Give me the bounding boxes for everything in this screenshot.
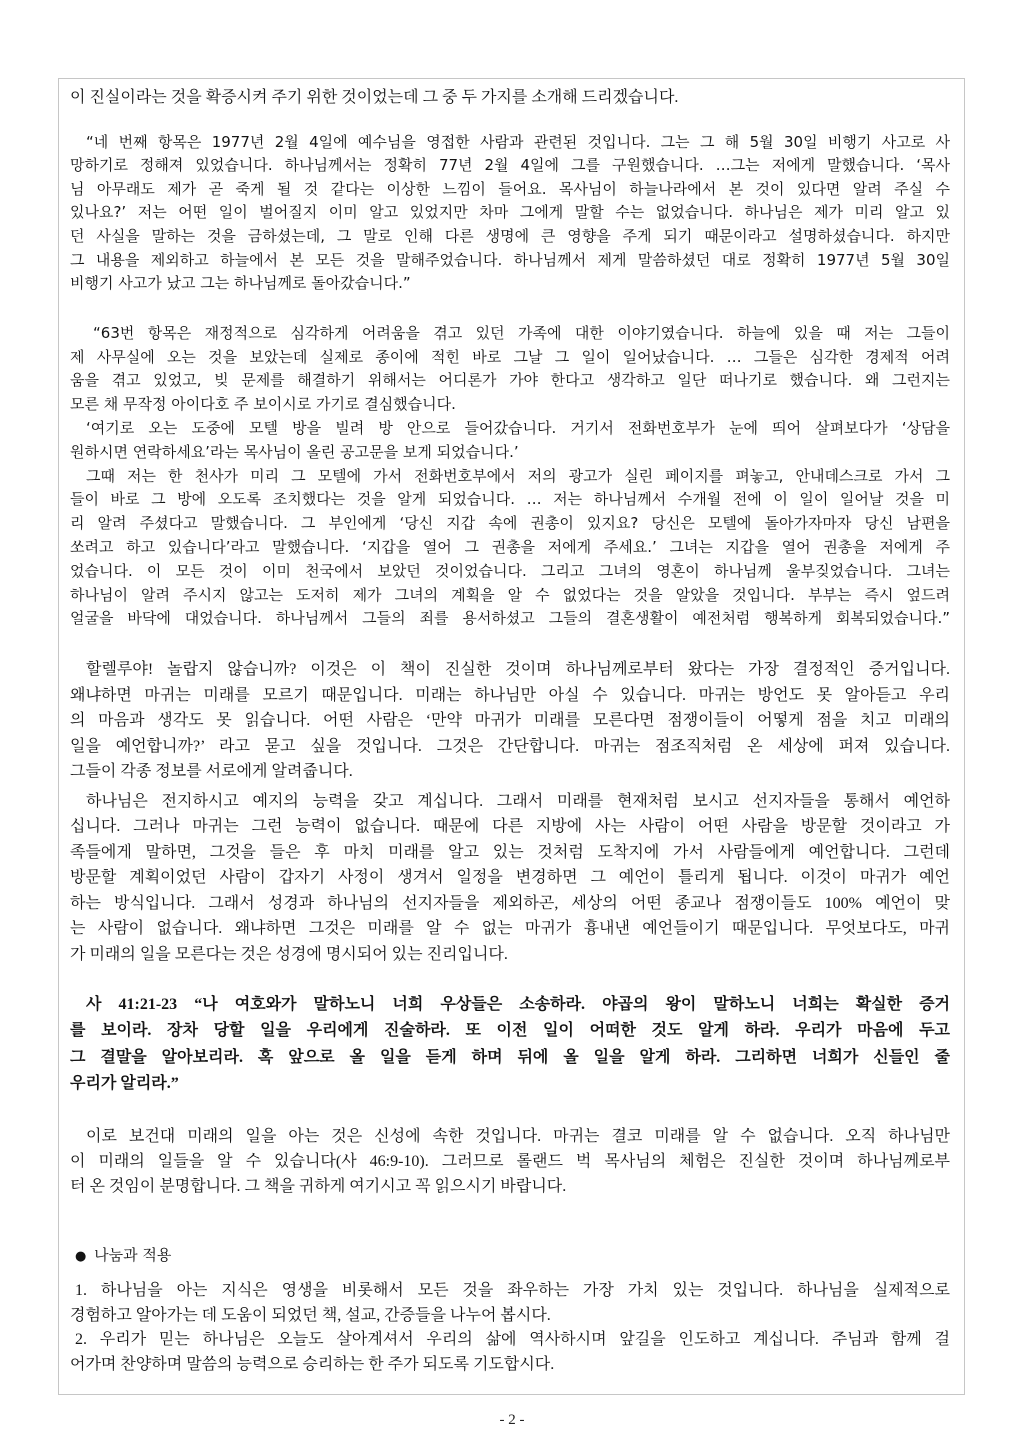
text-line: 터 온 것임이 분명합니다. 그 책을 귀하게 여기시고 꼭 읽으시기 바랍니다.	[70, 1178, 567, 1196]
text-line: 그 내용을 제외하고 하늘에서 본 모든 것을 말해주었습니다. 하나님께서 제게 말씀하셨던 대로 정확히 1977년 5월 30일	[70, 250, 950, 269]
testimony-item-63	[70, 322, 950, 631]
sharing-items	[70, 1279, 950, 1377]
content-frame	[58, 78, 965, 1395]
item-number: 2.	[75, 1331, 87, 1349]
intro-paragraph	[70, 86, 950, 110]
scripture-quote	[70, 992, 950, 1097]
text-line: 어가며 찬양하며 말씀의 능력으로 승리하는 한 주가 되도록 기도합시다.	[70, 1356, 555, 1374]
text-line: 그 결말을 알아보리라. 혹 앞으로 올 일을 듣게 하며 뒤에 올 일을 알게 하라. 그리하면 너희가 신들인 줄	[70, 1048, 950, 1066]
text-line: 가 미래의 일을 모른다는 것은 성경에 명시되어 있는 진리입니다.	[70, 945, 508, 963]
text-line: 이로 보건대 미래의 일을 아는 것은 신성에 속한 것입니다. 마귀는 결코 미래를 알 수 없습니다. 오직 하나님만	[86, 1128, 950, 1146]
text-line	[70, 1279, 950, 1304]
scripture-text: “나 여호와가 말하노니 너희 우상들은 소송하라. 야곱의 왕이 말하노니 너희는 확실한 증거	[194, 996, 951, 1014]
conclusion-paragraph	[70, 1124, 950, 1199]
text-line: 쏘려고 하고 있습니다’라고 말했습니다. ‘지갑을 열어 그 권총을 저에게 주세요.’ 그녀는 지갑을 열어 권총을 저에게 주	[70, 537, 950, 556]
bullet-icon: ●	[75, 1249, 87, 1265]
text-line: ‘여기로 오는 도중에 모텔 방을 빌려 방 안으로 들어갔습니다. 거기서 전화번호부가 눈에 띄어 살펴보다가 ‘상담을	[86, 418, 950, 437]
text-line: 경험하고 알아가는 데 도움이 되었던 책, 설교, 간증들을 나누어 봅시다.	[70, 1306, 551, 1324]
testimony-item-4	[70, 131, 950, 296]
text-line: 의 마음과 생각도 못 읽습니다. 어떤 사람은 ‘만약 마귀가 미래를 모른다면 점쟁이들이 어떻게 점을 치고 미래의	[70, 712, 950, 730]
testimony-paragraph	[70, 417, 950, 465]
text-line: 원하시면 연락하세요’라는 목사님이 올린 공고문을 보게 되었습니다.’	[70, 442, 519, 461]
section-title: 나눔과 적용	[94, 1246, 172, 1265]
text-line: 왜냐하면 마귀는 미래를 모르기 때문입니다. 미래는 하나님만 아실 수 있습니다. 마귀는 방언도 못 알아듣고 우리	[70, 686, 950, 704]
text-line: 이 진실이라는 것을 확증시켜 주기 위한 것이었는데 그 중 두 가지를 소개해 드리겠습니다.	[70, 89, 679, 106]
text-line: 비행기 사고가 났고 그는 하나님께로 돌아갔습니다.”	[70, 274, 411, 293]
text-line	[70, 1243, 950, 1269]
text-line: “63번 항목은 재정적으로 심각하게 어려움을 겪고 있던 가족에 대한 이야기였습니다. 하늘에 있을 때 저는 그들이	[93, 323, 950, 342]
sharing-heading	[70, 1243, 950, 1269]
text-line: 할렐루야! 놀랍지 않습니까? 이것은 이 책이 진실한 것이며 하나님께로부터 왔다는 가장 결정적인 증거입니다.	[86, 661, 950, 679]
commentary-paragraph	[70, 657, 950, 785]
item-text: 하나님을 아는 지식은 영생을 비롯해서 모든 것을 좌우하는 가장 가치 있는 것입니다. 하나님을 실제적으로	[100, 1282, 951, 1300]
list-item	[70, 1279, 950, 1328]
text-line: 님 아무래도 제가 곧 죽게 될 것 같다는 이상한 느낌이 들어요. 목사님이 하늘나라에서 본 것이 있다면 알려 주실 수	[70, 179, 950, 198]
text-line: 를 보이라. 장차 당할 일을 우리에게 진술하라. 또 이전 일이 어떠한 것도 알게 하라. 우리가 마음에 두고	[70, 1022, 950, 1040]
text-line: 얼굴을 바닥에 대었습니다. 하나님께서 그들의 죄를 용서하셨고 그들의 결혼생활이 예전처럼 행복하게 회복되었습니다.”	[70, 609, 950, 628]
text-line: 그때 저는 한 천사가 미리 그 모텔에 가서 전화번호부에서 저의 광고가 실린 페이지를 펴놓고, 안내데스크로 가서 그	[86, 466, 950, 485]
page-number: - 2 -	[499, 1412, 525, 1428]
item-number: 1.	[75, 1282, 87, 1300]
text-line: 모른 채 무작정 아이다호 주 보이시로 가기로 결심했습니다.	[70, 395, 456, 414]
text-line: 우리가 알리라.”	[70, 1075, 179, 1092]
text-line: 하나님이 알려 주시지 않고는 도저히 제가 그녀의 계획을 알 수 없었다는 것을 알았을 것입니다. 부부는 즉시 엎드려	[70, 585, 950, 604]
scripture-reference: 사 41:21-23	[86, 996, 178, 1014]
text-line: “네 번째 항목은 1977년 2월 4일에 예수님을 영접한 사람과 관련된 것입니다. 그는 그 해 5월 30일 비행기 사고로 사	[86, 132, 950, 151]
text-line: 십니다. 그러나 마귀는 그런 능력이 없습니다. 때문에 다른 지방에 사는 사람이 어떤 사람을 방문할 것이라고 가	[70, 818, 950, 836]
text-line: 이 미래의 일들을 알 수 있습니다(사 46:9-10). 그러므로 롤랜드 벅 목사님의 체험은 진실한 것이며 하나님께로부	[70, 1153, 950, 1171]
text-line: 리 알려 주셨다고 말했습니다. 그 부인에게 ‘당신 지갑 속에 권총이 있지요? 당신은 모텔에 돌아가자마자 당신 남편을	[70, 514, 950, 533]
text-line: 었습니다. 이 모든 것이 이미 천국에서 보았던 것이었습니다. 그리고 그녀의 영혼이 하나님께 울부짖었습니다. 그녀는	[70, 561, 950, 580]
item-text: 우리가 믿는 하나님은 오늘도 살아계셔서 우리의 삶에 역사하시며 앞길을 인도하고 계십니다. 주님과 함께 걸	[99, 1331, 950, 1349]
text-line: 그들이 각종 정보를 서로에게 알려줍니다.	[70, 763, 353, 781]
text-line: 있나요?’ 저는 어떤 일이 벌어질지 이미 알고 있었지만 차마 그에게 말할 수는 없었습니다. 하나님은 제가 미리 알고 있	[70, 203, 950, 222]
text-line: 던 사실을 말하는 것을 금하셨는데, 그 말로 인해 다른 생명에 큰 영향을 주게 되기 때문이라고 설명하셨습니다. 하지만	[70, 226, 950, 245]
testimony-paragraph	[70, 465, 950, 632]
text-line: 움을 겪고 있었고, 빚 문제를 해결하기 위해서는 어디론가 가야 한다고 생각하고 일단 떠나기로 했습니다. 왜 그런지는	[70, 371, 950, 390]
text-line	[70, 992, 950, 1018]
commentary	[70, 657, 950, 967]
text-line: 망하기로 정해져 있었습니다. 하나님께서는 정확히 77년 2월 4일에 그를 구원했습니다. …그는 저에게 말했습니다. ‘목사	[70, 156, 950, 175]
text-line: 들이 바로 그 방에 오도록 조치했다는 것을 알게 되었습니다. … 저는 하나님께서 수개월 전에 이 일이 일어날 것을 미	[70, 490, 950, 509]
commentary-paragraph	[70, 789, 950, 968]
text-line: 일을 예언합니까?’ 라고 묻고 싶을 것입니다. 그것은 간단합니다. 마귀는 점조직처럼 온 세상에 퍼져 있습니다.	[70, 737, 950, 755]
testimony-paragraph	[70, 322, 950, 417]
text-line: 하는 방식입니다. 그래서 성경과 하나님의 선지자들을 제외하곤, 세상의 어떤 종교나 점쟁이들도 100% 예언이 맞	[70, 894, 950, 912]
text-line: 제 사무실에 오는 것을 보았는데 실제로 종이에 적힌 바로 그날 그 일이 일어났습니다. … 그들은 심각한 경제적 어려	[70, 347, 950, 366]
text-line: 는 사람이 없습니다. 왜냐하면 그것은 미래를 알 수 없는 마귀가 흉내낸 예언들이기 때문입니다. 무엇보다도, 마귀	[70, 920, 950, 938]
text-line: 족들에게 말하면, 그것을 들은 후 마치 미래를 알고 있는 것처럼 도착지에 가서 사람들에게 예언합니다. 그런데	[70, 843, 950, 861]
text-line: 방문할 계획이었던 사람이 갑자기 사정이 생겨서 일정을 변경하면 그 예언이 틀리게 됩니다. 이것이 마귀가 예언	[70, 869, 950, 887]
text-line: 하나님은 전지하시고 예지의 능력을 갖고 계십니다. 그래서 미래를 현재처럼 보시고 선지자들을 통해서 예언하	[86, 792, 950, 810]
list-item	[70, 1328, 950, 1377]
text-line	[70, 1328, 950, 1353]
